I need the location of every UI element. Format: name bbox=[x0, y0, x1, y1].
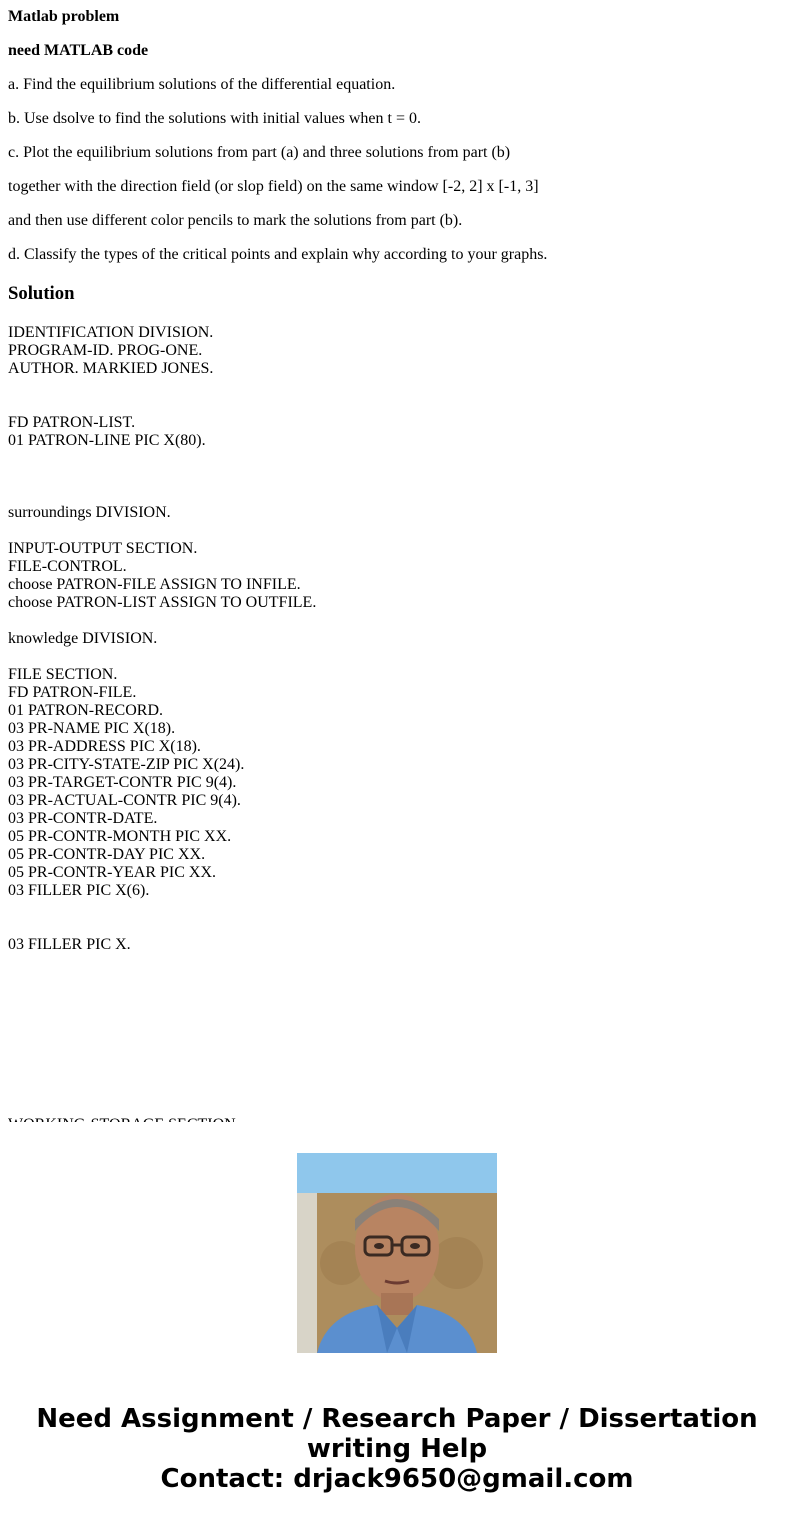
code-line bbox=[8, 468, 786, 486]
code-line bbox=[8, 1044, 786, 1062]
code-line: FILE-CONTROL. bbox=[8, 558, 127, 575]
code-line: surroundings DIVISION. bbox=[8, 504, 171, 521]
code-line: 03 FILLER PIC X(6). bbox=[8, 882, 150, 899]
code-line: 03 PR-ACTUAL-CONTR PIC 9(4). bbox=[8, 792, 241, 809]
code-line: FD PATRON-LIST. bbox=[8, 414, 136, 431]
code-line bbox=[8, 648, 786, 666]
person-photo-icon bbox=[297, 1153, 497, 1353]
question-part-c-continued: together with the direction field (or slop field) on the same window [-2, 2] x [-1, 3] bbox=[8, 178, 539, 195]
promo-contact: Contact: drjack9650@gmail.com bbox=[160, 1464, 634, 1494]
code-line bbox=[8, 918, 786, 936]
code-line bbox=[8, 1062, 786, 1080]
author-avatar bbox=[297, 1153, 497, 1353]
code-line: choose PATRON-FILE ASSIGN TO INFILE. bbox=[8, 576, 301, 593]
code-line bbox=[8, 972, 786, 990]
code-line: 01 PATRON-RECORD. bbox=[8, 702, 163, 719]
code-line: 05 PR-CONTR-MONTH PIC XX. bbox=[8, 828, 232, 845]
code-line: 03 PR-CONTR-DATE. bbox=[8, 810, 158, 827]
question-part-b: b. Use dsolve to find the solutions with initial values when t = 0. bbox=[8, 110, 421, 127]
code-line: 03 FILLER PIC X. bbox=[8, 936, 131, 953]
promo-line-2: writing Help bbox=[306, 1434, 488, 1464]
code-line: knowledge DIVISION. bbox=[8, 630, 158, 647]
code-line bbox=[8, 954, 786, 972]
code-line bbox=[8, 450, 786, 468]
code-line bbox=[8, 900, 786, 918]
code-line: FD PATRON-FILE. bbox=[8, 684, 137, 701]
question-part-d: d. Classify the types of the critical points and explain why according to your graphs. bbox=[8, 246, 548, 263]
question-part-c-continued-2: and then use different color pencils to mark the solutions from part (b). bbox=[8, 212, 463, 229]
solution-heading: Solution bbox=[8, 283, 75, 304]
question-part-a: a. Find the equilibrium solutions of the differential equation. bbox=[8, 76, 396, 93]
code-line: 03 PR-ADDRESS PIC X(18). bbox=[8, 738, 201, 755]
code-line bbox=[8, 378, 786, 396]
code-line: 03 PR-TARGET-CONTR PIC 9(4). bbox=[8, 774, 237, 791]
code-line: 05 PR-CONTR-YEAR PIC XX. bbox=[8, 864, 217, 881]
code-line: choose PATRON-LIST ASSIGN TO OUTFILE. bbox=[8, 594, 317, 611]
promo-line-1: Need Assignment / Research Paper / Dissertation bbox=[36, 1404, 758, 1434]
code-line bbox=[8, 990, 786, 1008]
code-line bbox=[8, 1098, 786, 1116]
code-line: 03 PR-NAME PIC X(18). bbox=[8, 720, 176, 737]
code-line: FILE SECTION. bbox=[8, 666, 118, 683]
code-line bbox=[8, 1026, 786, 1044]
code-line bbox=[8, 1008, 786, 1026]
question-title: Matlab problem bbox=[8, 8, 120, 25]
code-line bbox=[8, 1080, 786, 1098]
code-line: 01 PATRON-LINE PIC X(80). bbox=[8, 432, 206, 449]
code-line: PROGRAM-ID. PROG-ONE. bbox=[8, 342, 203, 359]
code-line: AUTHOR. MARKIED JONES. bbox=[8, 360, 214, 377]
question-subtitle: need MATLAB code bbox=[8, 42, 149, 59]
code-line bbox=[8, 522, 786, 540]
code-line bbox=[8, 486, 786, 504]
code-line: IDENTIFICATION DIVISION. bbox=[8, 324, 214, 341]
code-line: INPUT-OUTPUT SECTION. bbox=[8, 540, 198, 557]
question-part-c: c. Plot the equilibrium solutions from part (a) and three solutions from part (b) bbox=[8, 144, 511, 161]
code-line: 03 PR-CITY-STATE-ZIP PIC X(24). bbox=[8, 756, 245, 773]
code-line bbox=[8, 396, 786, 414]
solution-code bbox=[8, 324, 786, 1134]
code-line: 05 PR-CONTR-DAY PIC XX. bbox=[8, 846, 206, 863]
promo-text bbox=[0, 1404, 794, 1494]
code-line bbox=[8, 612, 786, 630]
promo-footer bbox=[0, 1122, 794, 1523]
